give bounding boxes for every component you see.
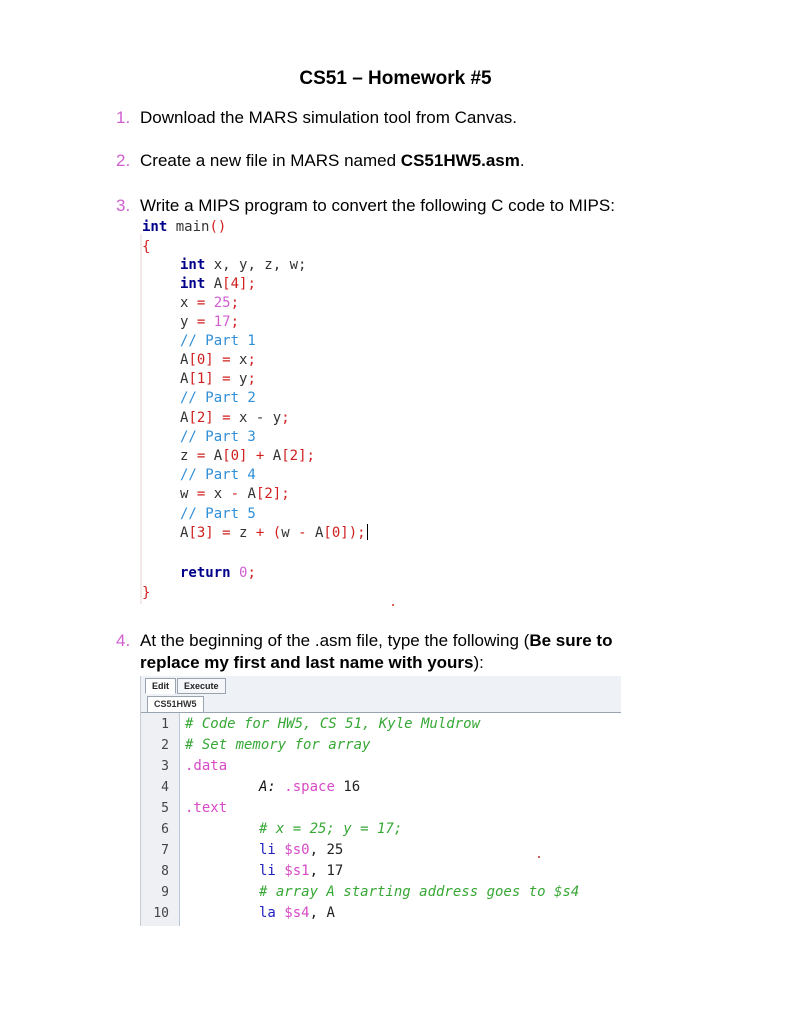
code-line: { [142, 239, 151, 255]
line-number: 7 [161, 843, 169, 858]
step-emphasis: Be sure to replace my first and last name with yours [140, 631, 613, 672]
code-text: li $s1, 17 [259, 863, 344, 879]
code-text: li $s0, 25 [259, 842, 344, 858]
code-line: z = A[0] + A[2]; [180, 448, 315, 464]
editor-line [141, 861, 621, 882]
code-margin-bar [140, 234, 142, 604]
step-number: 4. [116, 631, 131, 650]
step-text [140, 150, 525, 172]
line-number: 10 [153, 906, 169, 921]
step-text-part: At the beginning of the .asm file, type the following ( [140, 631, 530, 650]
code-line: w = x - A[2]; [180, 486, 290, 502]
editor-line [141, 735, 621, 756]
line-number: 1 [161, 717, 169, 732]
page-title: CS51 – Homework #5 [299, 68, 492, 89]
editor-line [141, 756, 621, 777]
c-code-listing [140, 218, 400, 610]
step-text-part: . [519, 151, 525, 170]
code-comment: // Part 1 [180, 333, 256, 349]
line-number: 6 [161, 822, 169, 837]
code-line: int A[4]; [180, 276, 256, 292]
step-number: 1. [116, 108, 131, 127]
code-directive: .text [185, 800, 228, 816]
code-line: } [142, 585, 151, 601]
step-1 [116, 107, 517, 129]
code-comment: // Part 5 [180, 506, 256, 522]
code-directive: .data [185, 758, 228, 774]
step-3 [116, 195, 615, 217]
step-text: Download the MARS simulation tool from Canvas. [140, 108, 517, 127]
code-line: int x, y, z, w; [180, 257, 307, 273]
code-text: la $s4, A [259, 905, 335, 921]
code-line: int main() [142, 219, 227, 235]
stray-dot [538, 856, 540, 858]
step-text-part: Create a new file in MARS named [140, 151, 401, 170]
code-comment: # array A starting address goes to $s4 [259, 884, 580, 900]
tab-edit[interactable]: Edit [145, 678, 176, 694]
line-number: 3 [161, 759, 169, 774]
code-text: A: .space 16 [259, 779, 361, 795]
mars-editor-window [140, 676, 621, 926]
step-4 [116, 630, 613, 672]
code-editor[interactable] [141, 713, 621, 926]
file-tab-bar [141, 694, 621, 713]
code-comment: # Code for HW5, CS 51, Kyle Muldrow [185, 716, 481, 732]
code-line: A[3] = z + (w - A[0]); [180, 525, 366, 541]
code-line: y = 17; [180, 314, 240, 330]
editor-line [141, 903, 621, 924]
code-comment: // Part 3 [180, 429, 256, 445]
editor-line [141, 882, 621, 903]
file-tab-cs51hw5[interactable]: CS51HW5 [147, 696, 204, 712]
text-cursor [367, 524, 368, 540]
code-line: A[0] = x; [180, 352, 256, 368]
code-line: return 0; [180, 565, 256, 581]
editor-line [141, 819, 621, 840]
line-number: 8 [161, 864, 169, 879]
file-name: CS51HW5.asm [400, 151, 520, 170]
step-number: 3. [116, 196, 131, 215]
code-line: A[2] = x - y; [180, 410, 290, 426]
tab-execute[interactable]: Execute [177, 678, 226, 694]
step-number: 2. [116, 151, 131, 170]
line-number: 5 [161, 801, 169, 816]
line-number: 9 [161, 885, 169, 900]
editor-line [141, 840, 621, 861]
line-number: 4 [161, 780, 169, 795]
step-text-part: ): [473, 653, 484, 672]
code-comment: // Part 4 [180, 467, 256, 483]
stray-dot [392, 604, 394, 606]
code-comment: # Set memory for array [185, 737, 371, 753]
editor-line [141, 777, 621, 798]
line-number: 2 [161, 738, 169, 753]
code-comment: # x = 25; y = 17; [259, 821, 403, 837]
editor-line [141, 714, 621, 735]
code-comment: // Part 2 [180, 390, 256, 406]
step-text [140, 630, 670, 674]
step-2 [116, 150, 525, 172]
code-line: x = 25; [180, 295, 240, 311]
code-line: A[1] = y; [180, 371, 256, 387]
step-text: Write a MIPS program to convert the following C code to MIPS: [140, 196, 615, 215]
editor-line [141, 798, 621, 819]
